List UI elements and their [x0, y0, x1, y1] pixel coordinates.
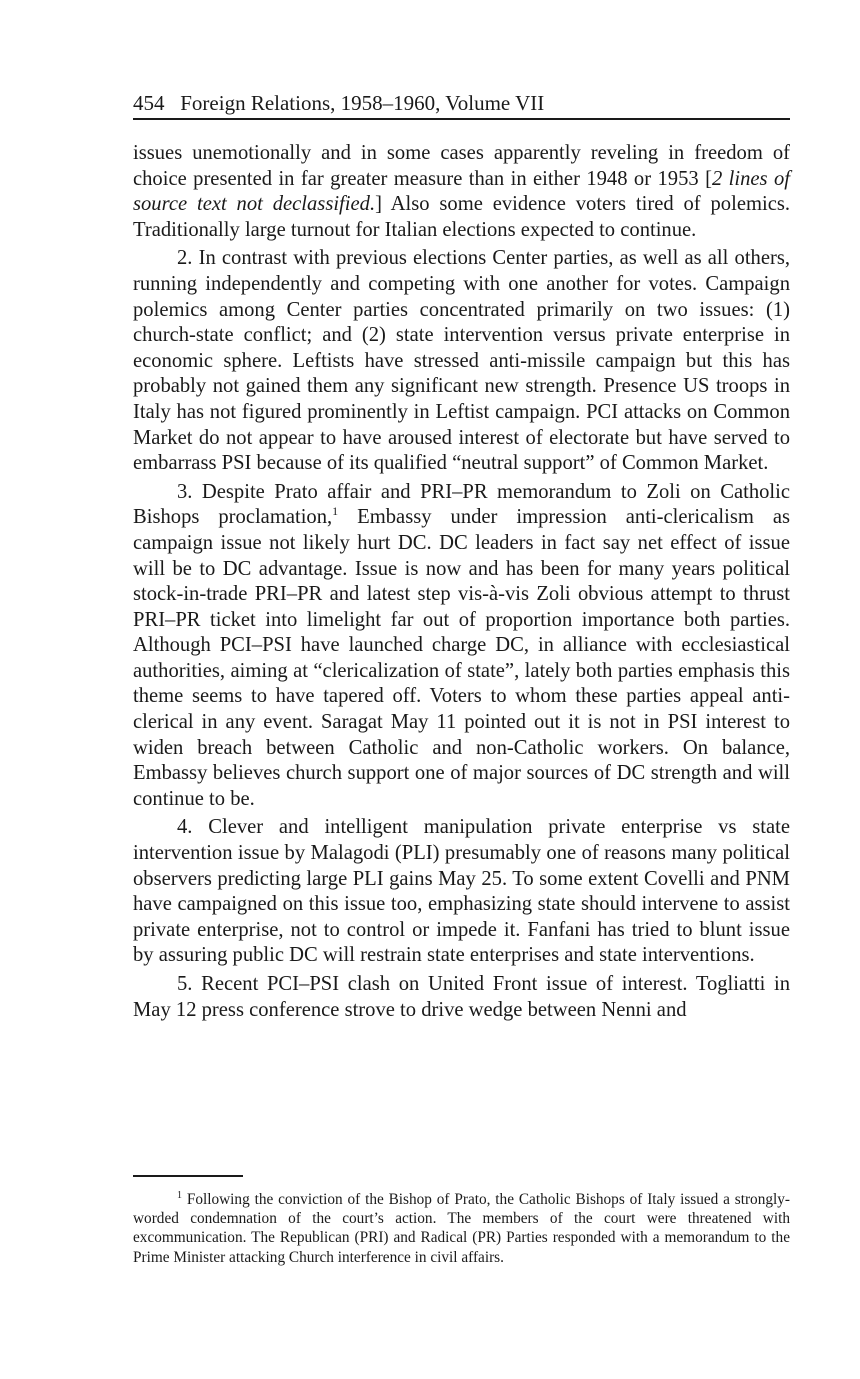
footnote-text: Following the conviction of the Bishop of Prato, the Catholic Bishops of Italy issued a strongly-worded condemnation of the court’s action. The members of the court were threatened with excommunication. The Republican (PRI) and Radical (PR) Parties responded with a memorandum to the Prime Minister attacking Church interference in civil affairs.	[133, 1191, 790, 1266]
paragraph-3: 3. Despite Prato affair and PRI–PR memorandum to Zoli on Catholic Bishops proclamation,$^1$ Embassy under impression anti-clericalism as campaign issue not likely hurt DC. DC leaders in fact say net effect of issue will be to DC advantage. Issue is now and has been for many years political stock-in-trade PRI–PR and latest step vis-à-vis Zoli obvious attempt to thrust PRI–PR ticket into limelight far out of proportion importance both parties. Although PCI–PSI have launched charge DC, in alliance with ecclesiastical authorities, aiming at “clericalization of state”, lately both parties emphasis this theme seems to have tapered off. Voters to whom these parties appeal anti-clerical in any event. Saragat May 11 pointed out it is not in PSI interest to widen breach between Catholic and non-Catholic workers. On balance, Embassy believes church support one of major sources of DC strength and will continue to be.	[133, 480, 790, 810]
footnote-marker: 1	[177, 1189, 182, 1201]
footnote-reference[interactable]: 1	[332, 504, 339, 519]
footnote	[133, 1190, 790, 1267]
body-text	[133, 141, 790, 1023]
running-header	[133, 90, 790, 116]
paragraph-2: 2. In contrast with previous elections Center parties, as well as all others, running independently and competing with one another for votes. Campaign polemics among Center parties concentrated primarily on two issues: (1) church-state conflict; and (2) state intervention versus private enterprise in economic sphere. Leftists have stressed anti-missile campaign but this has probably not gained them any significant new strength. Presence US troops in Italy has not figured prominently in Leftist campaign. PCI attacks on Common Market do not appear to have aroused interest of electorate but have served to embarrass PSI because of its qualified “neutral support” of Common Market.	[133, 247, 790, 475]
paragraph-5: 5. Recent PCI–PSI clash on United Front issue of interest. Togliatti in May 12 press conference strove to drive wedge between Nenni and	[133, 973, 790, 1021]
paragraph-4: 4. Clever and intelligent manipulation private enterprise vs state intervention issue by Malagodi (PLI) presumably one of reasons many political observers predicting large PLI gains May 25. To some extent Covelli and PNM have campaigned on this issue too, emphasizing state should intervene to assist private enterprise, not to control or impede it. Fanfani has tried to blunt issue by assuring public DC will restrain state enterprises and state interventions.	[133, 816, 790, 967]
paragraph-1: issues unemotionally and in some cases apparently reveling in freedom of choice presented in far greater measure than in either 1948 or 1953 [2 lines of source text not declassified.] Also some evidence voters tired of polemics. Traditionally large turnout for Italian elections expected to continue.	[133, 142, 791, 241]
footnote-rule	[133, 1175, 243, 1177]
running-title: Foreign Relations, 1958–1960, Volume VII	[180, 91, 545, 115]
italic-note: 2 lines of source text not declassified.	[133, 167, 790, 216]
header-rule	[133, 118, 790, 120]
page-number: 454	[133, 91, 165, 115]
